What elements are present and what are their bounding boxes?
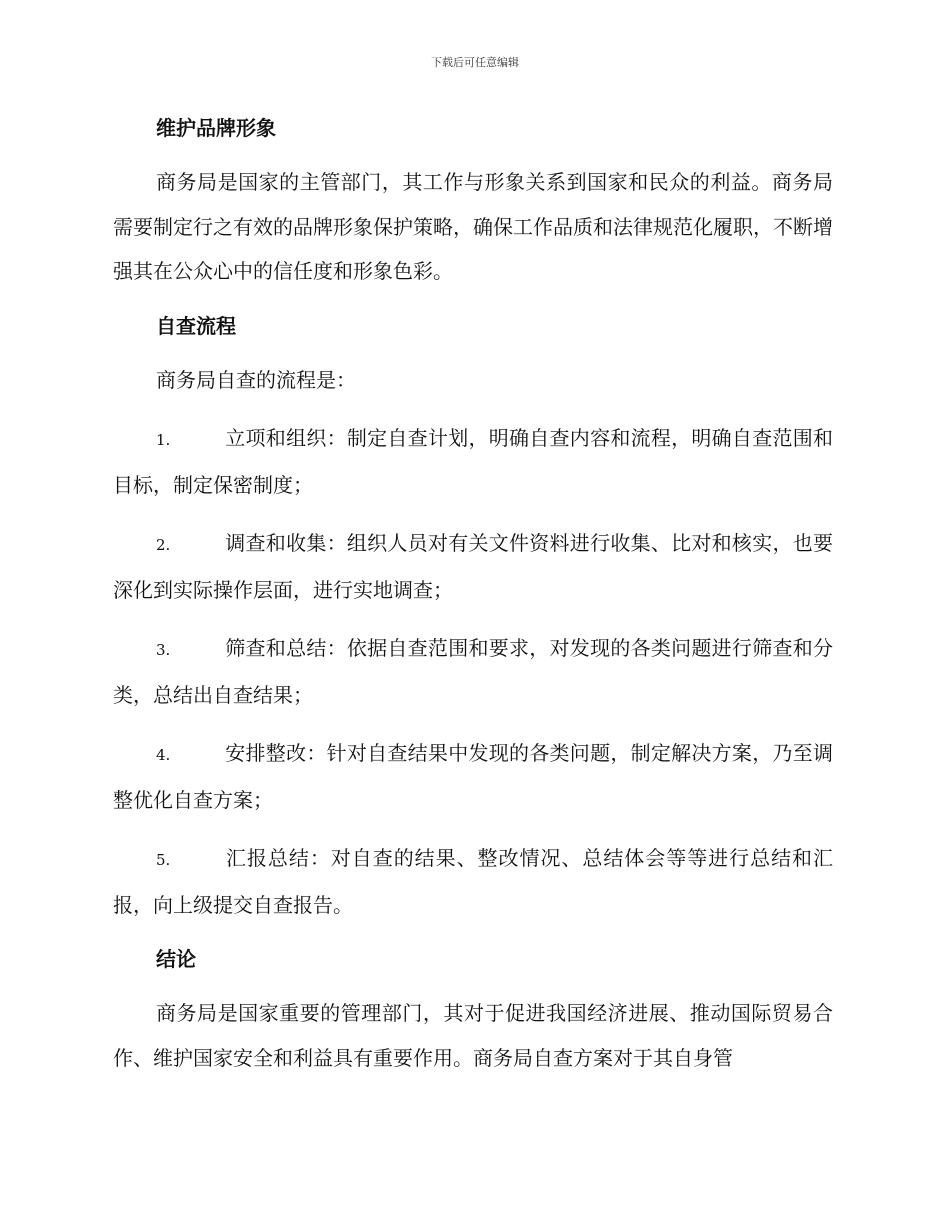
section-heading-process: 自查流程 xyxy=(156,313,236,338)
list-item xyxy=(113,626,833,717)
list-text: 调查和收集：组织人员对有关文件资料进行收集、比对和核实，也要深化到实际操作层面，进行实地调查； xyxy=(113,531,833,602)
section-heading-brand: 维护品牌形象 xyxy=(156,116,276,140)
section-body-brand: 商务局是国家的主管部门，其工作与形象关系到国家和民众的利益。商务局需要制定行之有效的品牌形象保护策略，确保工作品质和法律规范化履职，不断增强其在公众心中的信任度和形象色彩。 xyxy=(113,170,833,283)
list-item xyxy=(113,521,833,612)
list-item xyxy=(113,731,833,822)
list-text: 立项和组织：制定自查计划，明确自查内容和流程，明确自查范围和目标，制定保密制度； xyxy=(113,426,833,497)
header-note: 下载后可任意编辑 xyxy=(431,56,519,69)
list-number: 5. xyxy=(156,851,171,869)
list-number: 3. xyxy=(156,641,171,659)
list-number: 2. xyxy=(156,536,171,554)
list-item xyxy=(113,836,833,927)
list-text: 汇报总结：对自查的结果、整改情况、总结体会等等进行总结和汇报，向上级提交自查报告。 xyxy=(113,846,833,917)
section-body-conclusion: 商务局是国家重要的管理部门，其对于促进我国经济进展、推动国际贸易合作、维护国家安全和利益具有重要作用。商务局自查方案对于其自身管 xyxy=(113,1001,833,1070)
list-text: 筛查和总结：依据自查范围和要求，对发现的各类问题进行筛查和分类，总结出自查结果； xyxy=(113,636,833,707)
section-heading-conclusion: 结论 xyxy=(156,947,196,971)
document-body xyxy=(113,110,833,1080)
list-text: 安排整改：针对自查结果中发现的各类问题，制定解决方案，乃至调整优化自查方案； xyxy=(113,741,833,812)
list-item xyxy=(113,416,833,507)
list-number: 4. xyxy=(156,746,171,764)
list-number: 1. xyxy=(156,431,171,449)
section-intro-process: 商务局自查的流程是： xyxy=(156,367,356,392)
